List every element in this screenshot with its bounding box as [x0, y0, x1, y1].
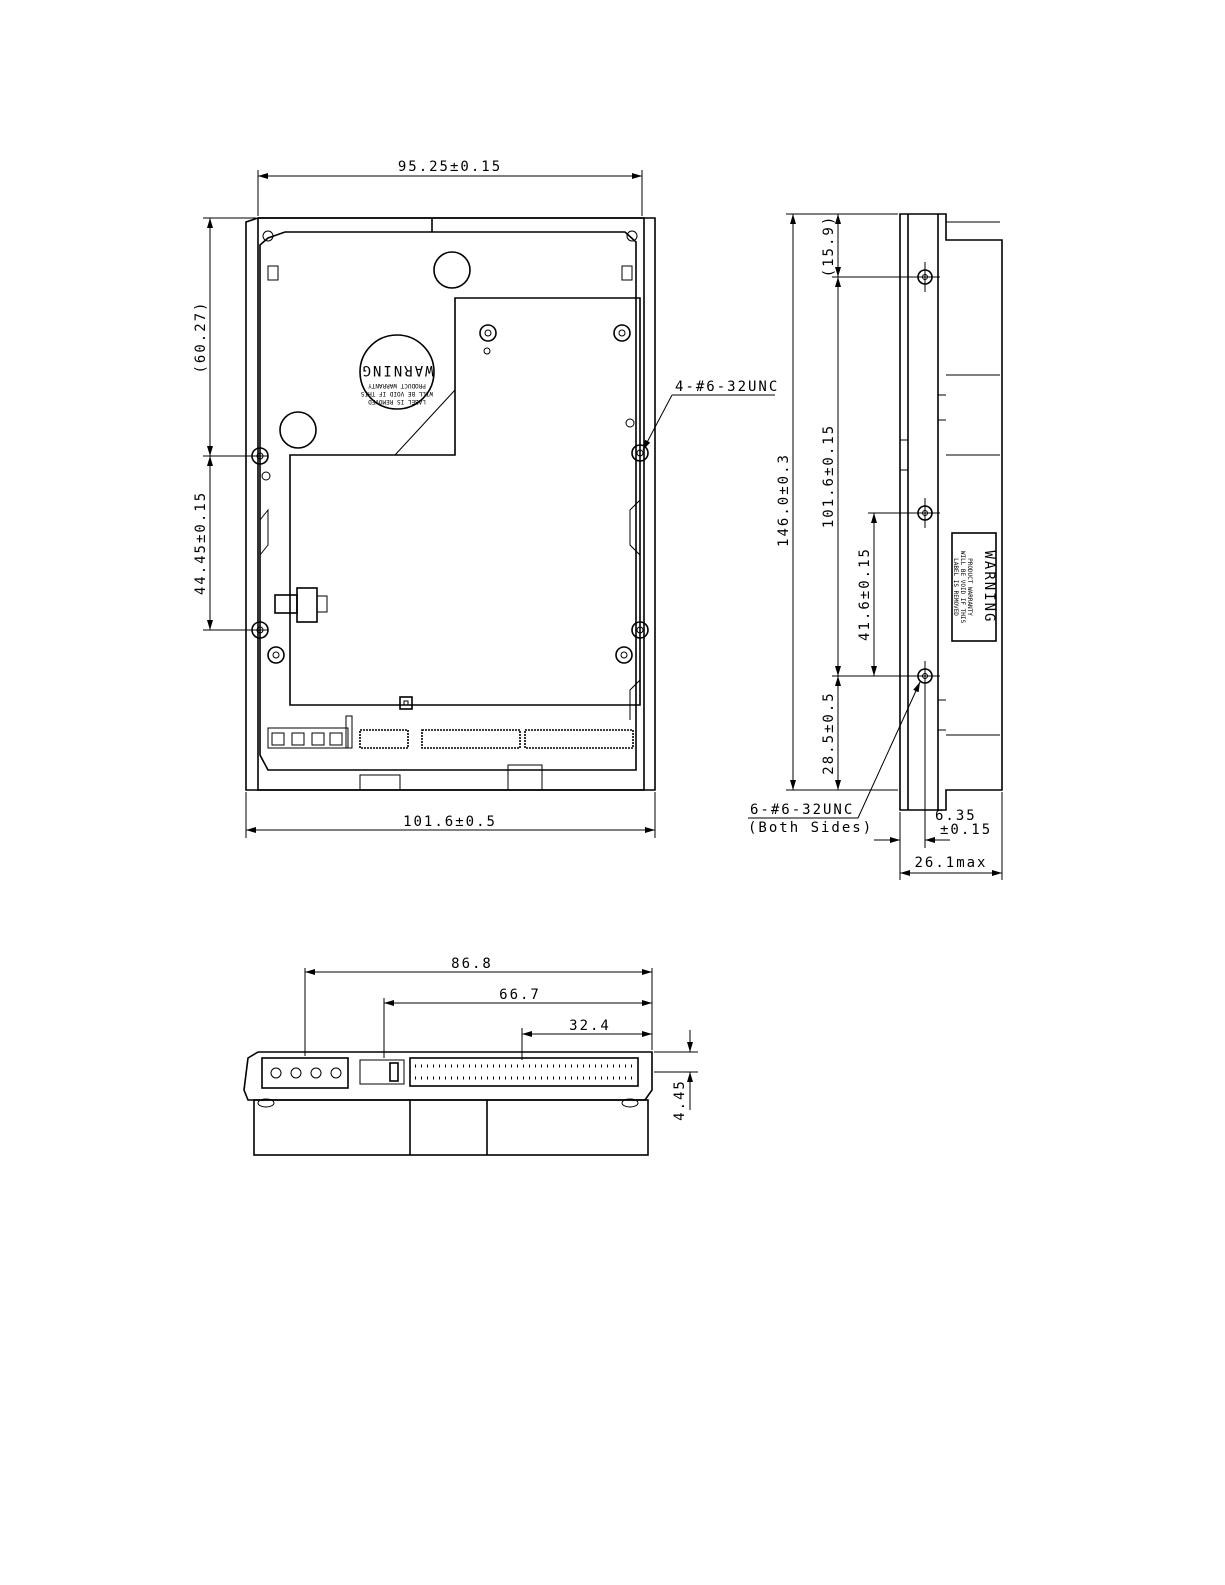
dim-side-hole-spacing-label: 101.6±0.15	[821, 423, 837, 529]
side-thread-callout-label: 6-#6-32UNC	[750, 802, 855, 818]
dim-top-overall-width	[246, 792, 655, 838]
side-view-mounting-holes	[910, 262, 940, 691]
svg-text:LABEL IS REMOVED: LABEL IS REMOVED	[368, 398, 426, 405]
svg-text:WILL BE VOID IF THIS: WILL BE VOID IF THIS	[959, 550, 966, 624]
top-view-connector-row	[268, 716, 633, 790]
dim-top-hole-spacing-label: 44.45±0.15	[193, 490, 209, 596]
dim-side-length	[776, 214, 898, 790]
dim-end-b-label: 66.7	[499, 987, 541, 1003]
dim-side-mid-hole	[857, 513, 912, 676]
svg-text:PRODUCT WARRANTY: PRODUCT WARRANTY	[966, 558, 973, 616]
top-view-small-connector	[275, 588, 327, 622]
dim-end-c	[522, 1018, 652, 1060]
dim-side-height-max-label: 26.1max	[914, 855, 988, 871]
dim-side-bottom-label: 28.5±0.5	[821, 691, 837, 775]
end-view-power-connector	[262, 1058, 348, 1088]
dim-side-hole-height-label: 6.35	[935, 808, 977, 824]
dim-end-a	[305, 956, 652, 1056]
svg-text:LABEL IS REMOVED: LABEL IS REMOVED	[952, 558, 959, 616]
dim-top-ref-height-label: (60.27)	[193, 300, 209, 374]
dim-side-length-label: 146.0±0.3	[776, 453, 792, 547]
side-view	[748, 214, 1002, 880]
dim-top-hole-spacing	[193, 456, 268, 630]
dim-side-bottom	[821, 676, 838, 790]
svg-text:WILL BE VOID IF THIS: WILL BE VOID IF THIS	[360, 390, 434, 397]
dim-top-width-label: 95.25±0.15	[397, 159, 503, 175]
side-view-outline	[900, 214, 1002, 810]
top-thread-callout-label: 4-#6-32UNC	[675, 379, 780, 395]
dim-side-top-ref	[821, 214, 912, 277]
svg-text:PRODUCT WARRANTY: PRODUCT WARRANTY	[368, 382, 426, 389]
end-view-jumper-block	[360, 1060, 404, 1084]
side-view-warning-label	[952, 533, 997, 641]
dim-top-ref-height	[193, 218, 268, 456]
end-view-ide-connector	[410, 1058, 638, 1086]
dim-top-width	[258, 159, 642, 216]
side-thread-note-label: (Both Sides)	[748, 820, 874, 836]
top-thread-callout	[643, 379, 779, 450]
dim-end-d-label: 4.45	[672, 1079, 688, 1121]
dim-end-b	[384, 987, 652, 1058]
dim-end-c-label: 32.4	[569, 1018, 611, 1034]
dim-end-a-label: 86.8	[451, 956, 493, 972]
top-view-mounting-holes	[252, 325, 648, 663]
top-view-warning-label: WARNING	[360, 362, 434, 378]
dim-side-hole-height-tol: ±0.15	[940, 822, 993, 838]
dim-top-overall-width-label: 101.6±0.5	[403, 814, 497, 830]
dim-side-mid-hole-label: 41.6±0.15	[857, 547, 873, 641]
top-view	[193, 159, 779, 838]
end-view-outline	[244, 1052, 652, 1100]
dim-side-hole-height	[874, 690, 992, 880]
dim-end-d	[654, 1030, 698, 1121]
end-view	[244, 956, 698, 1155]
svg-text:WARNING: WARNING	[981, 550, 997, 624]
dim-side-top-ref-label: (15.9)	[821, 214, 837, 278]
